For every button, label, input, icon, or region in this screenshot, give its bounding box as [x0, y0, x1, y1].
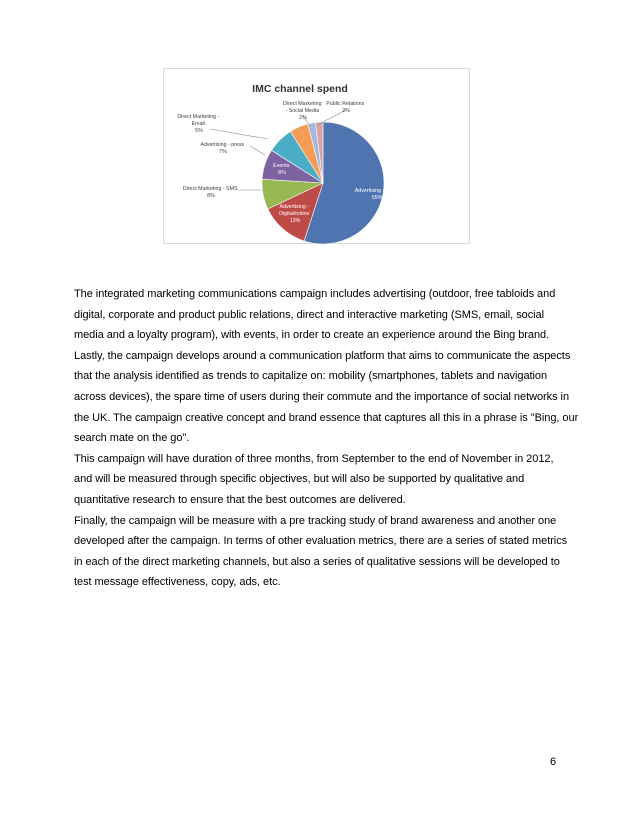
leader-line-press [250, 146, 265, 155]
text-line: that the analysis identified as trends to capitalize on: mobility (smartphones, tablets and navigation [74, 370, 548, 383]
text-line: Finally, the campaign will be measure with a pre tracking study of brand awareness and another one [74, 514, 557, 527]
label-digital-line3: 13% [289, 218, 301, 224]
label-email-line2: Email [191, 121, 205, 127]
label-press-line1: Advertising - press [200, 142, 245, 148]
label-email [177, 114, 220, 134]
leader-line-email [210, 129, 268, 139]
label-events-line2: 8% [278, 170, 286, 176]
text-line: The integrated marketing communications campaign includes advertising (outdoor, free tabloids and [74, 288, 556, 300]
label-social-line1: Direct Marketing [282, 101, 322, 107]
text-line: digital, corporate and product public relations, direct and interactive marketing (SMS, email, social [74, 308, 545, 321]
pie-chart [164, 69, 471, 245]
label-events-line1: Events [273, 163, 290, 169]
label-ooh-line1: Advertising - OOH [354, 188, 398, 194]
text-line: in each of the direct marketing channels, but also a series of qualitative sessions will be developed to [74, 555, 560, 568]
label-social [283, 101, 323, 121]
label-pr [326, 101, 365, 114]
label-digital-line2: Digital/online [279, 211, 310, 217]
label-sms-line2: 8% [207, 193, 215, 199]
label-social-line3: 2% [299, 115, 307, 121]
label-pr-line2: 2% [342, 108, 350, 114]
label-press [200, 142, 245, 155]
body-paragraphs [74, 284, 579, 593]
text-line: developed after the campaign. In terms of other evaluation metrics, there are a series of stated metrics [74, 535, 568, 548]
text-line: and will be measured through specific objectives, but will also be supported by qualitative and [74, 473, 525, 486]
page-number: 6 [550, 756, 557, 768]
label-email-line1: Direct Marketing - [177, 114, 220, 120]
text-line: This campaign will have duration of three months, from September to the end of November in 2012, [74, 452, 554, 465]
text-line: Lastly, the campaign develops around a communication platform that aims to communicate the aspects [74, 349, 571, 362]
text-line: quantitative research to ensure that the best outcomes are delivered. [74, 493, 406, 506]
text-line: media and a loyalty program), with events, in order to create an experience around the Bing brand. [74, 329, 550, 342]
text-line: test message effectiveness, copy, ads, etc. [74, 576, 281, 589]
label-press-line2: 7% [219, 149, 227, 155]
label-ooh-line2: 55% [371, 195, 383, 201]
label-sms-line1: Direct Marketing - SMS [182, 186, 238, 192]
label-social-line2: - Social Media [285, 108, 320, 114]
label-email-line3: 5% [195, 128, 203, 134]
label-sms [183, 186, 239, 199]
label-digital-line1: Advertising - [279, 204, 309, 210]
text-line: the UK. The campaign creative concept and brand essence that captures all this in a phrase is "Bing, our [74, 411, 579, 424]
text-line: search mate on the go". [74, 432, 190, 445]
label-pr-line1: Public Relations [326, 101, 365, 107]
pie-chart-figure [163, 68, 470, 244]
chart-title: IMC channel spend [252, 83, 348, 95]
text-line: across devices), the spare time of users during their commute and the importance of social networks in [74, 390, 570, 403]
